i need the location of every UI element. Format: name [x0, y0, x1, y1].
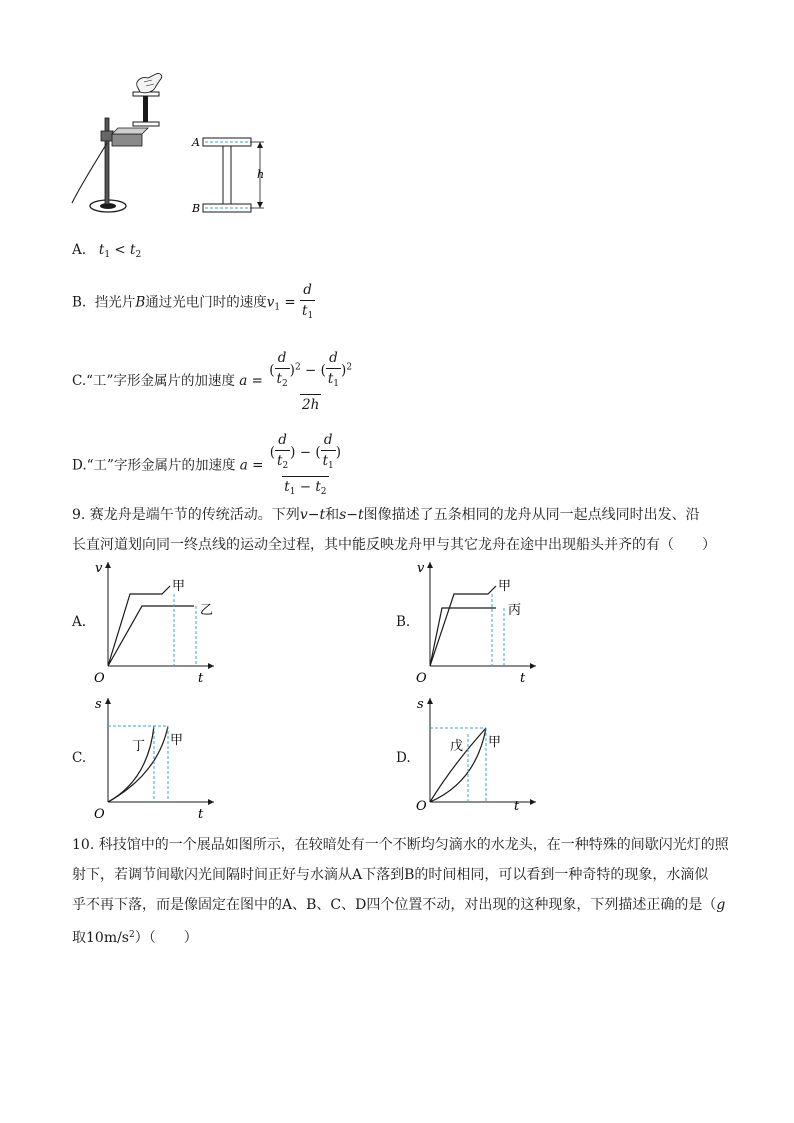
svg-text:O: O	[94, 671, 105, 684]
photogate-apparatus-figure	[60, 68, 280, 220]
option-letter: A.	[72, 242, 87, 258]
label-a: A	[192, 136, 200, 149]
svg-text:丙: 丙	[508, 603, 522, 618]
q9-option-a-letter[interactable]: A.	[72, 614, 87, 630]
svg-text:t: t	[198, 807, 204, 820]
svg-text:O: O	[416, 799, 427, 814]
photogate-body	[112, 134, 142, 146]
svg-text:甲: 甲	[498, 579, 512, 594]
svg-text:t: t	[520, 671, 526, 684]
label-b: B	[192, 202, 201, 215]
svg-text:O: O	[416, 671, 427, 684]
svg-text:t: t	[198, 671, 204, 684]
q8-option-d[interactable]: D.“工”字形金属片的加速度 a = ( $\frac{d}{t_2}$ ) − ( $\frac{d}{t_1}$ ) $t_1 - t_2$	[72, 430, 343, 502]
q9-graph-c	[90, 694, 220, 820]
svg-text:t: t	[514, 799, 520, 814]
fraction-accel-c: ( $\frac{d}{t_2}$ )$^2$ − ( $\frac{d}{t_1}$ )$^2$ 2h	[269, 350, 353, 413]
fraction-accel-d: ( $\frac{d}{t_2}$ ) − ( $\frac{d}{t_1}$ ) $t_1 - t_2$	[268, 430, 343, 502]
q8-option-b[interactable]: B. 挡光片B通过光电门时的速度$v_1$ = $\frac{d}{t_1}$	[72, 280, 315, 326]
svg-text:v: v	[95, 561, 103, 576]
q9-option-c-letter[interactable]: C.	[72, 750, 87, 766]
fraction-d-over-t1: $\frac{d}{t_1}$	[300, 280, 315, 326]
q9-stem: 9. 赛龙舟是端午节的传统活动。下列v−t和s−t图像描述了五条相同的龙舟从同一起点线同时出发、沿 长直河道划向同一终点线的运动全过程，其中能反映龙舟甲与其它龙舟在途中出现船头并齐的有（ ）	[72, 507, 716, 553]
q9-option-b-letter[interactable]: B.	[396, 614, 411, 630]
svg-text:乙: 乙	[200, 603, 214, 618]
q9-graph-a	[90, 558, 220, 684]
q8-option-a[interactable]: A. $t_1 < t_2$	[72, 242, 142, 260]
svg-text:戊: 戊	[450, 739, 464, 754]
i-piece-bottom	[133, 122, 159, 126]
svg-text:s: s	[95, 697, 102, 712]
svg-text:丁: 丁	[132, 739, 146, 754]
svg-text:甲: 甲	[172, 579, 186, 594]
q9-graph-b	[412, 558, 542, 684]
svg-text:甲: 甲	[170, 733, 184, 748]
i-shape-diagram	[191, 136, 264, 215]
svg-text:v: v	[417, 561, 425, 576]
label-h: h	[257, 168, 265, 181]
q9-option-d-letter[interactable]: D.	[396, 750, 411, 766]
hand	[137, 73, 162, 92]
svg-text:s: s	[417, 697, 424, 712]
q10-stem: 10. 科技馆中的一个展品如图所示，在较暗处有一个不断均匀滴水的水龙头，在一种特殊的间歇闪光灯的照 射下，若调节间歇闪光间隔时间正好与水滴从A下落到B的时间相同，可以看到一种奇特的现象，水滴似 乎不再下落，而是像固定在图中的A、B、C、D四个位置不动，对出现的这种现象，下列描述正确的是（g 取$10m/s^2$）（ ）	[72, 837, 729, 946]
svg-text:甲: 甲	[488, 735, 502, 750]
q9-graph-d	[412, 694, 542, 820]
q8-option-c[interactable]: C.“工”字形金属片的加速度 a = ( $\frac{d}{t_2}$ )$^2$ − ( $\frac{d}{t_1}$ )$^2$ 2h	[72, 350, 353, 413]
svg-text:O: O	[94, 807, 105, 820]
